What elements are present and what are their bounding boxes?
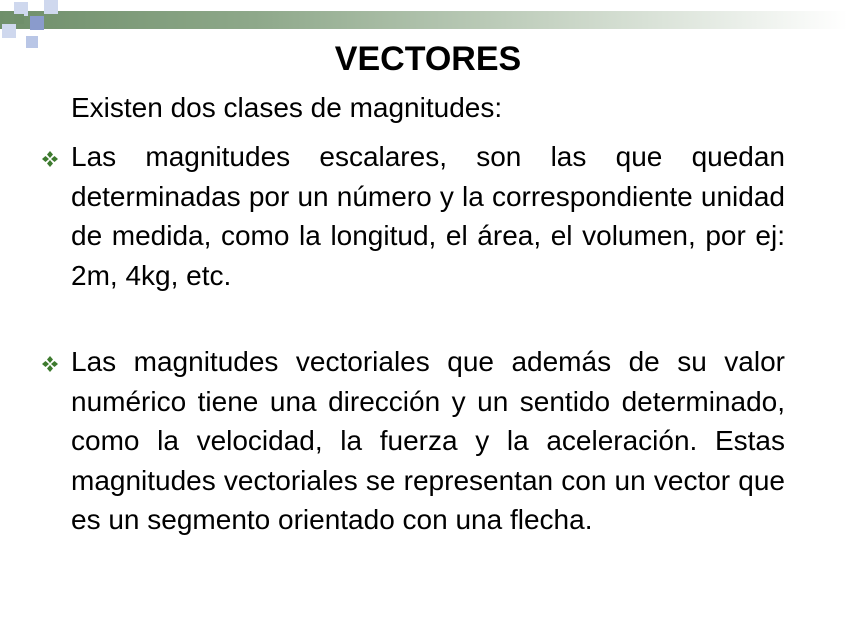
four-diamond-bullet-icon	[40, 354, 60, 374]
four-diamond-bullet-icon	[40, 149, 60, 169]
bullet-item-vectoriales: Las magnitudes vectoriales que además de su valor numérico tiene una dirección y un sentido determinado, como la velocidad, la fuerza y la aceleración. Estas magnitudes vectoriales se representan con un vector que es un segmento orientado con una flecha.	[71, 346, 785, 536]
bullet-item-escalares: Las magnitudes escalares, son las que quedan determinadas por un número y la correspondiente unidad de medida, como la longitud, el área, el volumen, por ej: 2m, 4kg, etc.	[71, 141, 785, 291]
header-gradient-band	[0, 11, 848, 29]
intro-text: Existen dos clases de magnitudes:	[71, 92, 503, 123]
slide-title: VECTORES	[334, 40, 522, 78]
